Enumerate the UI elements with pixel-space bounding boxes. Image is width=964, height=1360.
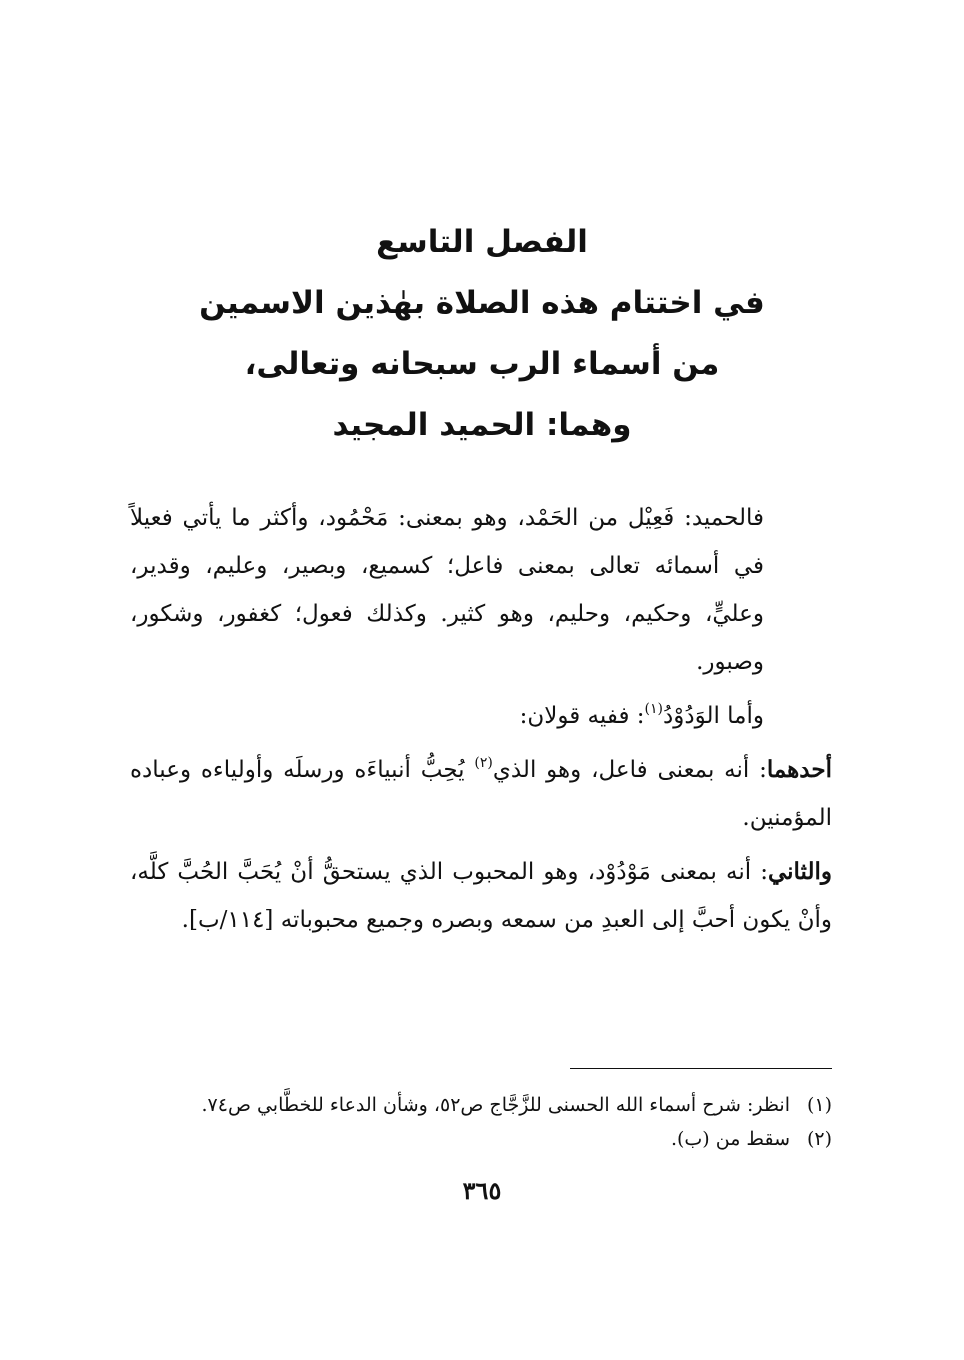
chapter-subtitle-line-3: وهما: الحميد المجيد <box>332 407 632 443</box>
chapter-heading <box>0 212 964 456</box>
paragraph-hamid: فالحميد: فَعِيْل من الحَمْد، وهو بمعنى: مَحْمُود، وأكثر ما يأتي فعيلاً في أسمائه تعالى بمعنى فاعل؛ كسميع، وبصير، وعليم، وقدير، وعليٍّ، وحكيم، وحليم، وهو كثير. وكذلك فعول؛ كغفور، وشكور، وصبور. <box>130 505 764 675</box>
paragraph-second-opinion <box>130 848 832 944</box>
second-opinion-text: : أنه بمعنى مَوْدُوْد، وهو المحبوب الذي يستحقُّ أنْ يُحَبَّ الحُبَّ كلَّه، وأنْ يكون أحبَّ إلى العبدِ من سمعه وبصره وجميع محبوباته [١١٤/ب]. <box>130 859 832 933</box>
footnote-ref-1: (١) <box>644 701 663 717</box>
first-opinion-label: أحدهما <box>766 756 832 783</box>
paragraph-first-opinion <box>130 746 832 842</box>
footnote-1-text: انظر: شرح أسماء الله الحسنى للزَّجَّاج ص٥٢، وشأن الدعاء للخطَّابي ص٧٤. <box>201 1094 790 1116</box>
chapter-subtitle-line-1: في اختتام هذه الصلاة بهٰذين الاسمين <box>199 285 765 321</box>
footnote-2-text: سقط من (ب). <box>670 1128 790 1150</box>
chapter-title: الفصل التاسع <box>376 224 588 260</box>
paragraph-wadud <box>130 692 832 740</box>
paragraph-wadud-text-b: : ففيه قولان: <box>519 703 645 729</box>
footnote-2 <box>120 1122 832 1156</box>
footnote-ref-2: (٢) <box>474 755 493 771</box>
footnote-1-number: (١) <box>806 1094 832 1116</box>
body-text <box>130 494 832 944</box>
paragraph-wadud-text-a: وأما الوَدُوْدُ <box>662 703 764 729</box>
page-number: ٣٦٥ <box>462 1176 502 1205</box>
first-opinion-text-a: : أنه بمعنى فاعل، وهو الذي <box>492 757 767 783</box>
second-opinion-label: والثاني <box>767 858 832 885</box>
footnote-2-number: (٢) <box>806 1128 832 1150</box>
first-opinion-text-b: يُحِبُّ أنبياءَه ورسلَه وأولياءه وعباده المؤمنين. <box>130 757 832 831</box>
chapter-subtitle-line-2: من أسماء الرب سبحانه وتعالى، <box>244 346 720 382</box>
footnotes <box>120 1088 832 1156</box>
footnote-separator <box>570 1068 832 1069</box>
footnote-1 <box>120 1088 832 1122</box>
